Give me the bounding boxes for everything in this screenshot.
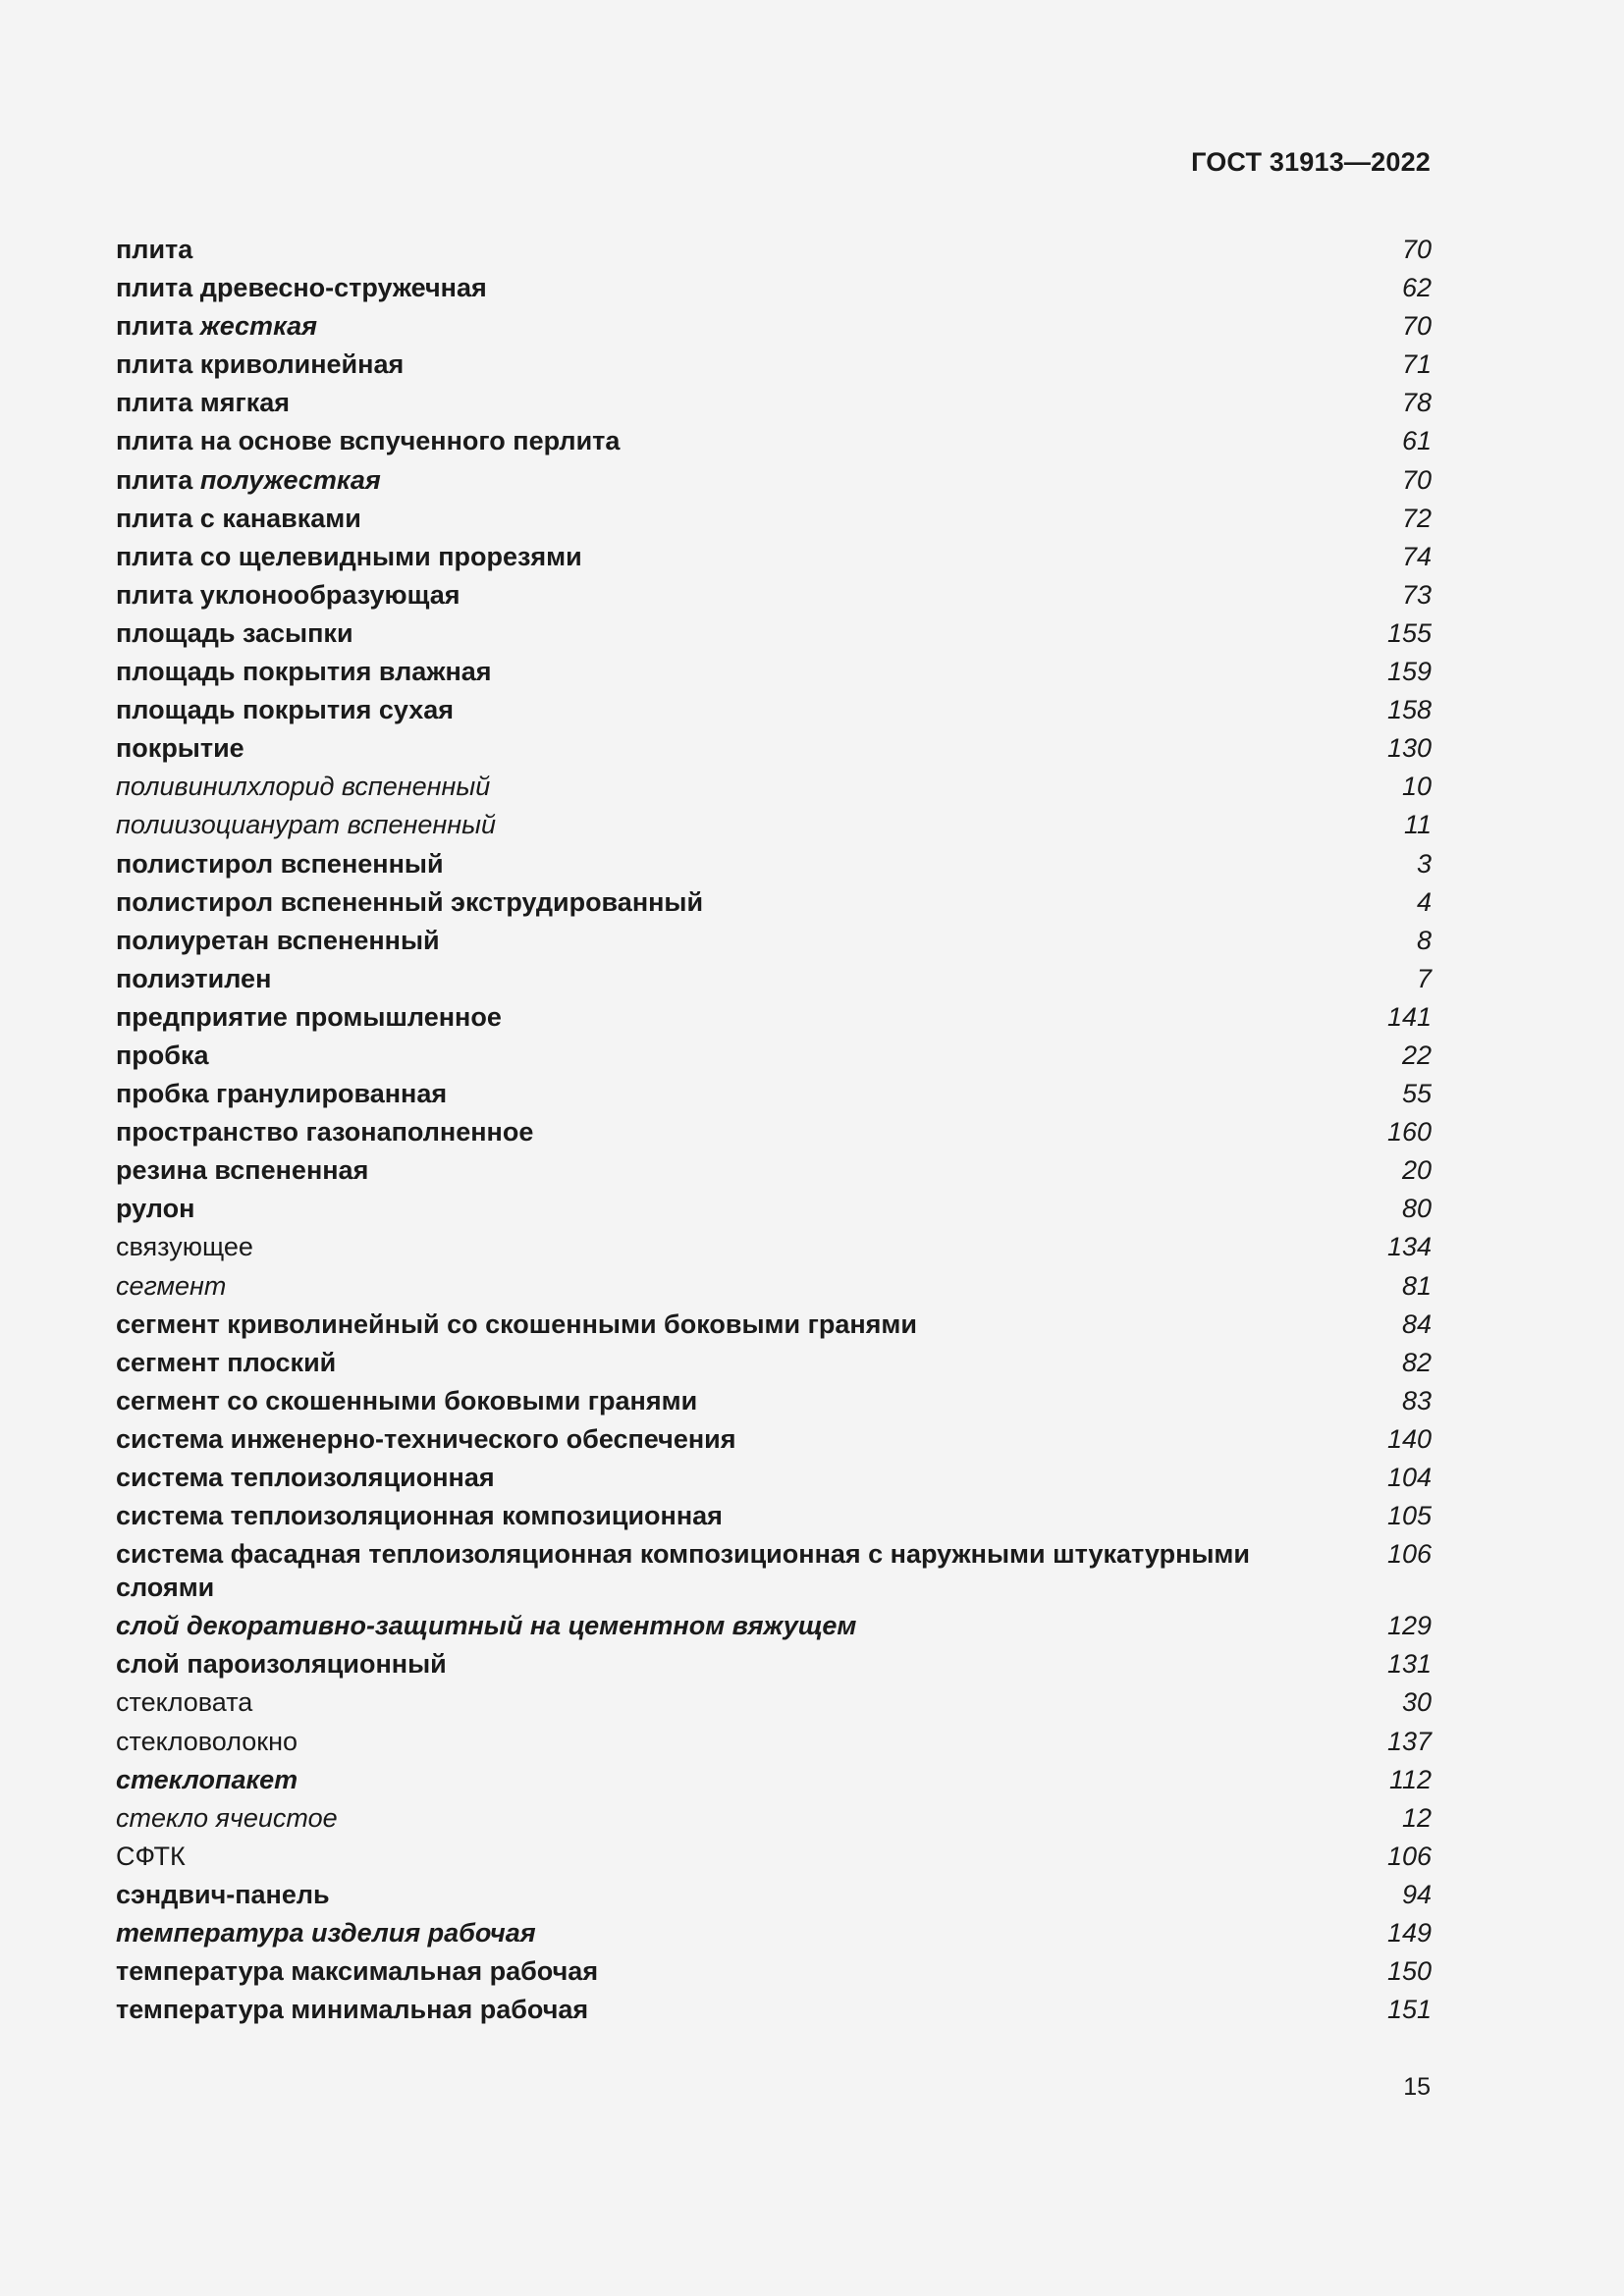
index-term	[116, 1878, 1309, 1911]
index-term	[116, 808, 1309, 841]
index-term-part: полистирол вспененный	[116, 848, 444, 879]
index-term	[116, 1725, 1309, 1758]
index-page-ref: 112	[1388, 1764, 1432, 1794]
index-page-ref: 155	[1386, 617, 1432, 648]
index-entry	[116, 1954, 1432, 1988]
index-entry	[116, 1647, 1432, 1681]
index-term-part: сегмент криволинейный со скошенными боковыми гранями	[116, 1308, 917, 1339]
index-entry	[116, 1763, 1432, 1796]
index-term	[116, 962, 1309, 995]
index-term	[116, 1115, 1309, 1148]
index-term-part: температура изделия рабочая	[116, 1918, 536, 1949]
index-term	[116, 1153, 1309, 1187]
index-entry	[116, 1039, 1432, 1072]
index-term	[116, 1192, 1309, 1225]
index-term-part: стекловолокно	[116, 1726, 298, 1756]
index-entry	[116, 1916, 1432, 1949]
index-entry	[116, 1422, 1432, 1456]
index-term-part: стекловата	[116, 1687, 253, 1718]
index-term-part: полужесткая	[199, 464, 381, 495]
index-entry	[116, 962, 1432, 995]
index-term-part: плита уклонообразующая	[116, 579, 460, 610]
index-term	[116, 847, 1309, 881]
index-term-part: площадь засыпки	[116, 617, 353, 648]
index-entry	[116, 578, 1432, 612]
index-term-part: плита на основе вспученного перлита	[116, 426, 621, 456]
index-entry	[116, 1384, 1432, 1417]
index-term-part: плита древесно-стружечная	[116, 273, 487, 303]
index-term	[116, 1685, 1309, 1719]
index-term-part: температура минимальная рабочая	[116, 1995, 589, 2025]
index-term	[116, 386, 1309, 419]
index-term-part: резина вспененная	[116, 1155, 369, 1186]
index-page-ref: 30	[1401, 1687, 1432, 1718]
index-term-part: пространство газонаполненное	[116, 1117, 534, 1148]
index-entry	[116, 1499, 1432, 1532]
index-term	[116, 1499, 1309, 1532]
index-term-part: СФТК	[116, 1841, 186, 1871]
index-entry	[116, 847, 1432, 881]
index-term	[116, 540, 1309, 573]
index-term	[116, 1077, 1309, 1110]
index-term-part: стекло ячеистое	[116, 1802, 338, 1833]
index-term-part: сегмент плоский	[116, 1347, 337, 1377]
index-page-ref: 141	[1386, 1001, 1432, 1032]
index-term	[116, 1422, 1309, 1456]
index-page-ref: 105	[1386, 1501, 1432, 1531]
index-term	[116, 233, 1309, 266]
alphabetical-index	[116, 233, 1432, 2031]
index-entry	[116, 347, 1432, 381]
index-term	[116, 1537, 1309, 1604]
index-page-ref: 158	[1386, 695, 1432, 725]
index-entry	[116, 1192, 1432, 1225]
index-page-ref: 71	[1401, 349, 1432, 380]
index-page-ref: 55	[1401, 1079, 1432, 1109]
index-entry	[116, 731, 1432, 765]
index-term-part: температура максимальная рабочая	[116, 1956, 599, 1987]
index-entry	[116, 386, 1432, 419]
index-term-part: стеклопакет	[116, 1764, 298, 1794]
index-term-part: сегмент	[116, 1270, 227, 1301]
index-entry	[116, 1609, 1432, 1642]
index-entry	[116, 1077, 1432, 1110]
index-page-ref: 159	[1386, 657, 1432, 687]
index-term-part: площадь покрытия сухая	[116, 695, 455, 725]
index-page-ref: 80	[1401, 1194, 1432, 1224]
index-entry	[116, 463, 1432, 497]
index-term-part: покрытие	[116, 733, 244, 764]
index-entry	[116, 1000, 1432, 1034]
page-number: 15	[1403, 2073, 1431, 2101]
index-page-ref: 81	[1401, 1270, 1432, 1301]
index-entry	[116, 924, 1432, 957]
index-page-ref: 94	[1401, 1879, 1432, 1909]
index-page-ref: 84	[1401, 1308, 1432, 1339]
index-term	[116, 578, 1309, 612]
index-term	[116, 1346, 1309, 1379]
index-page-ref: 74	[1401, 541, 1432, 571]
index-page-ref: 106	[1386, 1539, 1432, 1570]
index-entry	[116, 271, 1432, 304]
index-term	[116, 1916, 1309, 1949]
index-page-ref: 151	[1386, 1995, 1432, 2025]
index-entry	[116, 655, 1432, 688]
index-term	[116, 1000, 1309, 1034]
index-entry	[116, 1461, 1432, 1494]
index-page-ref: 82	[1401, 1347, 1432, 1377]
index-page-ref: 106	[1386, 1841, 1432, 1871]
index-term-part: плита криволинейная	[116, 349, 405, 380]
index-term-part: пробка гранулированная	[116, 1079, 448, 1109]
index-term-part: плита	[116, 235, 193, 264]
index-term-part: система фасадная теплоизоляционная композиционная с наружными штукатурными слоями	[116, 1539, 1251, 1603]
index-term	[116, 693, 1309, 726]
index-entry	[116, 770, 1432, 803]
index-page-ref: 10	[1401, 772, 1432, 802]
index-page-ref: 131	[1386, 1649, 1432, 1680]
index-term-part: полиуретан вспененный	[116, 925, 440, 955]
index-term-part: слой декоративно-защитный на цементном вяжущем	[116, 1611, 857, 1641]
index-term-part: пробка	[116, 1040, 209, 1070]
index-page-ref: 149	[1386, 1918, 1432, 1949]
index-term-part: плита с канавками	[116, 503, 361, 533]
index-page-ref: 73	[1401, 579, 1432, 610]
index-term	[116, 1763, 1309, 1796]
index-entry	[116, 885, 1432, 919]
index-page-ref: 70	[1401, 311, 1432, 342]
index-term-part: слой пароизоляционный	[116, 1649, 447, 1680]
index-entry	[116, 1230, 1432, 1263]
index-term-part: рулон	[116, 1194, 195, 1224]
index-term-part: система инженерно-технического обеспечения	[116, 1423, 736, 1454]
index-term-part: сегмент со скошенными боковыми гранями	[116, 1385, 698, 1415]
index-term	[116, 1461, 1309, 1494]
index-page-ref: 72	[1401, 503, 1432, 533]
index-entry	[116, 233, 1432, 266]
index-entry	[116, 1269, 1432, 1303]
index-term	[116, 463, 1309, 497]
index-entry	[116, 502, 1432, 535]
index-entry	[116, 693, 1432, 726]
index-entry	[116, 1801, 1432, 1835]
index-term	[116, 616, 1309, 650]
index-page-ref: 78	[1401, 388, 1432, 418]
index-term-part: плита со щелевидными прорезями	[116, 541, 582, 571]
index-term-part: площадь покрытия влажная	[116, 657, 492, 687]
index-term-part: плита	[116, 311, 200, 342]
index-term-part: плита мягкая	[116, 388, 291, 418]
index-term	[116, 1801, 1309, 1835]
index-term	[116, 309, 1309, 343]
index-page-ref: 83	[1401, 1385, 1432, 1415]
index-term-part: полиизоцианурат вспененный	[116, 810, 497, 840]
index-entry	[116, 1153, 1432, 1187]
index-term	[116, 424, 1309, 457]
index-page-ref: 134	[1386, 1232, 1432, 1262]
index-term	[116, 1308, 1309, 1341]
index-page-ref: 130	[1386, 733, 1432, 764]
index-term	[116, 1039, 1309, 1072]
index-entry	[116, 1878, 1432, 1911]
index-term	[116, 1647, 1309, 1681]
index-term-part: система теплоизоляционная композиционная	[116, 1501, 723, 1531]
index-term	[116, 502, 1309, 535]
index-term	[116, 885, 1309, 919]
index-entry	[116, 1115, 1432, 1148]
index-term-part: связующее	[116, 1232, 253, 1262]
index-term	[116, 770, 1309, 803]
index-entry	[116, 1840, 1432, 1873]
index-term	[116, 347, 1309, 381]
index-page-ref: 62	[1401, 273, 1432, 303]
index-entry	[116, 616, 1432, 650]
index-term-part: жесткая	[199, 311, 317, 342]
index-term	[116, 655, 1309, 688]
index-page-ref: 137	[1386, 1726, 1432, 1756]
index-entry	[116, 1308, 1432, 1341]
index-term	[116, 1269, 1309, 1303]
index-term-part: сэндвич-панель	[116, 1879, 330, 1909]
index-page-ref: 3	[1416, 848, 1432, 879]
index-page-ref: 61	[1401, 426, 1432, 456]
index-entry	[116, 808, 1432, 841]
index-term-part: предприятие промышленное	[116, 1001, 502, 1032]
index-term	[116, 1384, 1309, 1417]
index-term-part: полиэтилен	[116, 963, 272, 993]
index-page-ref: 150	[1386, 1956, 1432, 1987]
index-term-part: плита	[116, 464, 200, 495]
index-term	[116, 1230, 1309, 1263]
index-entry	[116, 1685, 1432, 1719]
index-page-ref: 7	[1416, 963, 1432, 993]
index-term	[116, 731, 1309, 765]
document-header: ГОСТ 31913—2022	[1191, 147, 1431, 177]
index-entry	[116, 540, 1432, 573]
index-entry	[116, 1537, 1432, 1604]
index-page-ref: 140	[1386, 1423, 1432, 1454]
index-entry	[116, 1346, 1432, 1379]
index-term	[116, 924, 1309, 957]
index-page-ref: 8	[1416, 925, 1432, 955]
index-page-ref: 129	[1386, 1611, 1432, 1641]
index-term	[116, 1609, 1309, 1642]
index-term-part: система теплоизоляционная	[116, 1463, 495, 1492]
index-page-ref: 12	[1401, 1802, 1432, 1833]
index-term-part: поливинилхлорид вспененный	[116, 772, 491, 802]
index-term	[116, 1993, 1309, 2026]
index-page-ref: 22	[1401, 1040, 1432, 1070]
index-page-ref: 70	[1401, 464, 1432, 495]
index-page-ref: 20	[1401, 1155, 1432, 1186]
index-page-ref: 70	[1401, 235, 1432, 264]
index-term	[116, 1954, 1309, 1988]
index-entry	[116, 424, 1432, 457]
index-page-ref: 104	[1386, 1463, 1432, 1492]
index-page-ref: 160	[1386, 1117, 1432, 1148]
index-page-ref: 11	[1403, 810, 1432, 840]
index-entry	[116, 1993, 1432, 2026]
index-term-part: полистирол вспененный экструдированный	[116, 886, 704, 917]
index-term	[116, 271, 1309, 304]
index-page-ref: 4	[1416, 886, 1432, 917]
index-entry	[116, 309, 1432, 343]
index-term	[116, 1840, 1309, 1873]
index-entry	[116, 1725, 1432, 1758]
